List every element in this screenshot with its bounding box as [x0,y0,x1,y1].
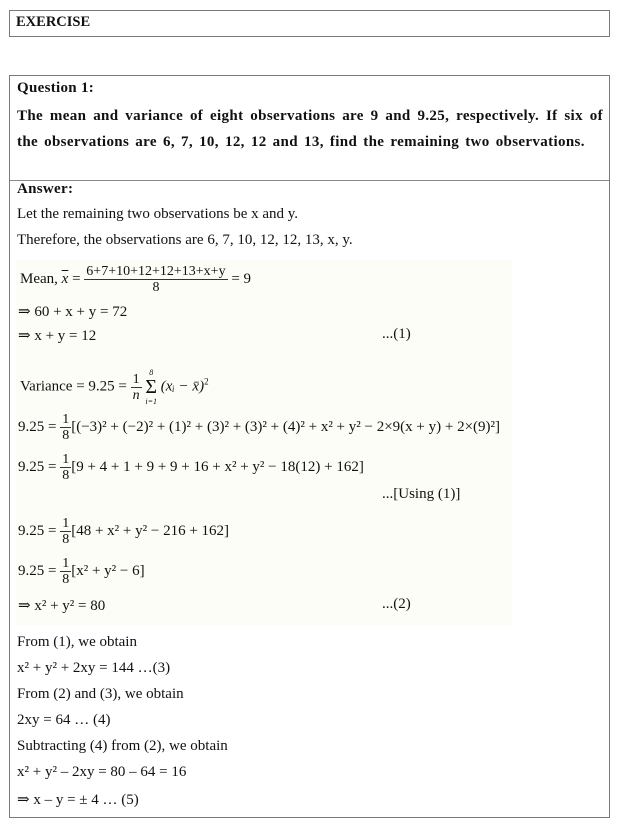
variance-frac-den: n [132,387,140,403]
answer-outro-line: x² + y² – 2xy = 80 – 64 = 16 [17,764,187,780]
mean-equation: Mean, $\overline{x}$ = $\frac{6+7+10+12+12+13+x+y}{8}$ = 9 [20,264,252,295]
question-text: The mean and variance of eight observations are 9 and 9.25, respectively. If six of the observations are 6, 7, 10, 12, 12 and 13, find the remaining two observations. [17,108,603,150]
line-a-body: [(−3)² + (−2)² + (1)² + (3)² + (3)² + (4)² + x² + y² − 2×9(x + y) + 2×(9)²] [71,418,501,435]
variance-line-a [18,412,500,443]
frac-den: 8 [62,532,70,547]
exercise-header [9,10,610,37]
lhs: 9.25 = [18,522,57,539]
frac-num: 1 [62,516,70,531]
line-d-body: [x² + y² − 6] [71,562,145,579]
question-heading: Question 1: [17,80,95,96]
answer-outro-line: From (1), we obtain [17,634,137,650]
answer-intro-line: Therefore, the observations are 6, 7, 10, 12, 12, 13, x, y. [17,232,353,248]
lhs: 9.25 = [18,562,57,579]
mean-step-1: ⇒ 60 + x + y = 72 [18,304,128,320]
variance-exponent: 2 [204,376,209,387]
variance-term: (xᵢ − x̄) [160,378,205,395]
math-solution-block [16,260,512,625]
sum-upper: 8 [149,368,154,377]
variance-frac-num: 1 [132,371,140,387]
answer-intro-line: Let the remaining two observations be x and y. [17,206,299,222]
answer-outro-line: From (2) and (3), we obtain [17,686,184,702]
mean-label: Mean, [20,270,58,287]
frac-den: 8 [62,468,70,483]
variance-line-b [18,452,364,483]
answer-heading: Answer: [17,181,74,197]
equation-tag-2: ...(2) [382,596,411,612]
sum-lower: i=1 [145,397,158,406]
variance-label: Variance = 9.25 = [20,378,127,395]
frac-den: 8 [62,428,70,443]
variance-equation [20,368,209,406]
answer-outro-line: Subtracting (4) from (2), we obtain [17,738,228,754]
line-c-body: [48 + x² + y² − 216 + 162] [71,522,230,539]
mean-numerator: 6+7+10+12+12+13+x+y [86,264,226,279]
frac-num: 1 [62,452,70,467]
exercise-title: EXERCISE [16,14,91,30]
using-tag: ...[Using (1)] [382,486,461,502]
lhs: 9.25 = [18,458,57,475]
lhs: 9.25 = [18,418,57,435]
answer-outro-line: 2xy = 64 … (4) [17,712,111,728]
answer-outro-line: x² + y² + 2xy = 144 …(3) [17,660,171,676]
variance-line-d [18,556,145,587]
answer-outro-line: ⇒ x – y = ± 4 … (5) [17,792,139,808]
mean-denominator: 8 [152,280,160,295]
mean-fraction [84,264,227,295]
summation-icon: 8 Σ i=1 [145,368,158,406]
frac-num: 1 [62,412,70,427]
frac-num: 1 [62,556,70,571]
answer-box [9,180,610,818]
equation-tag-1: ...(1) [382,326,411,342]
variance-line-c [18,516,229,547]
frac-den: 8 [62,572,70,587]
line-b-body: [9 + 4 + 1 + 9 + 9 + 16 + x² + y² − 18(12) + 162] [71,458,364,475]
mean-result: = 9 [231,270,252,287]
mean-step-2: ⇒ x + y = 12 [18,328,97,344]
variance-line-e: ⇒ x² + y² = 80 [18,598,106,614]
question-box [9,75,610,181]
